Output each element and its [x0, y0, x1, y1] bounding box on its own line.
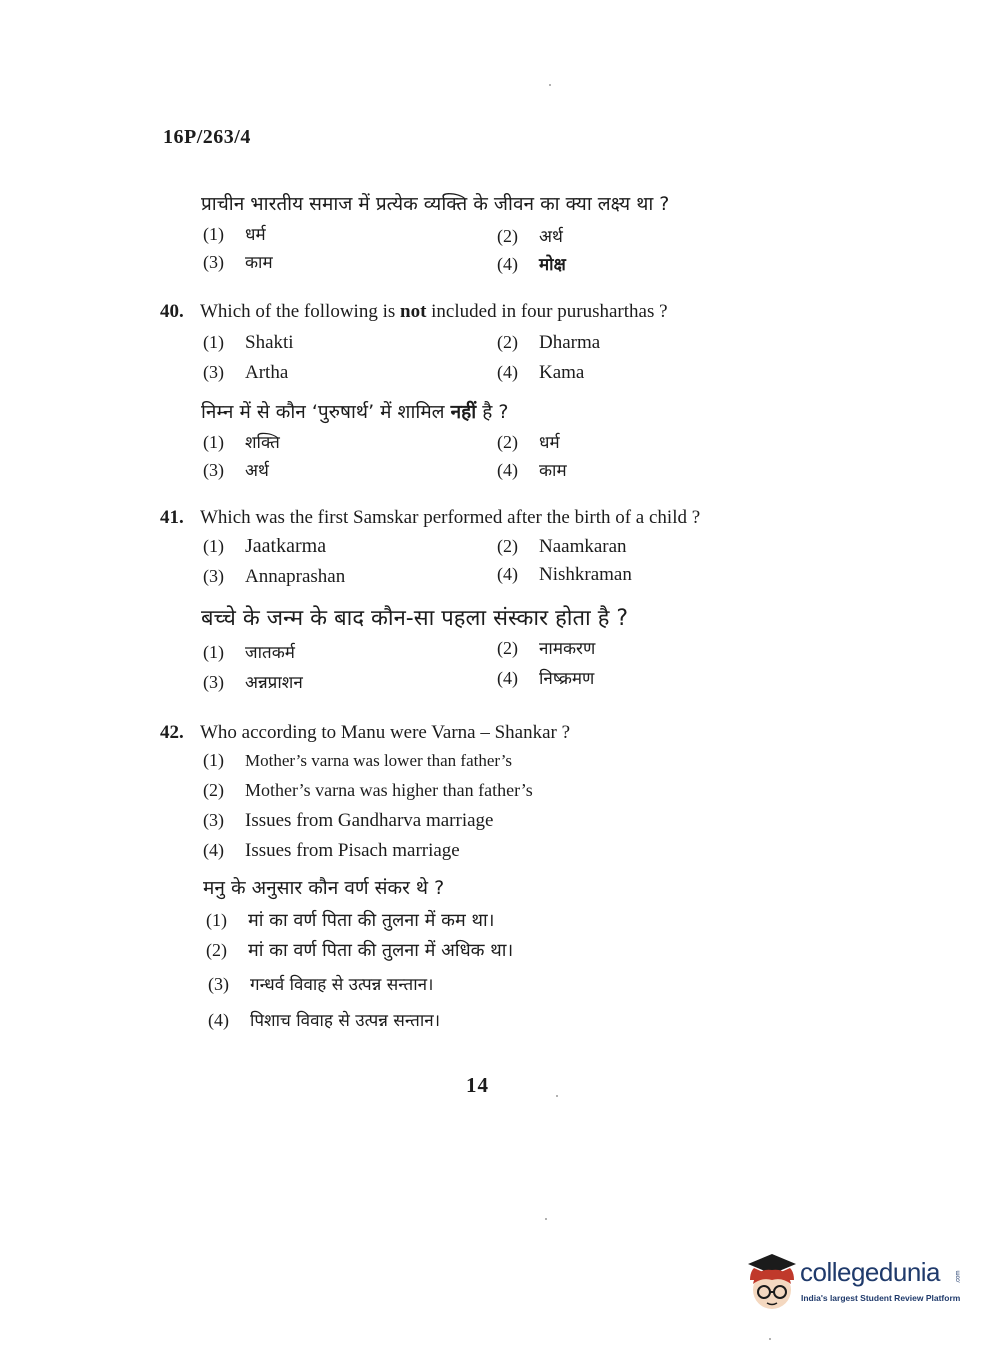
- option-text: Naamkaran: [539, 536, 627, 557]
- option-number: (3): [203, 810, 224, 830]
- q41-option-2: [497, 536, 627, 558]
- q39-hi-option-4: [497, 252, 566, 275]
- q39-hi-option-2: [497, 224, 563, 247]
- q41-hi-option-1: [203, 640, 295, 663]
- option-text: शक्ति: [245, 433, 280, 453]
- page-number: 14: [466, 1073, 489, 1097]
- option-number: (3): [203, 460, 224, 480]
- q40-question: [160, 301, 668, 323]
- q41-hindi-question: बच्चे के जन्म के बाद कौन-सा पहला संस्कार होता है ?: [201, 606, 629, 631]
- option-text: Mother’s varna was higher than father’s: [245, 780, 533, 800]
- brand-name: collegedunia: [800, 1257, 941, 1287]
- q42-option-4: [203, 840, 460, 862]
- q40-hindi-question: [201, 398, 508, 424]
- q41-hi-option-3: [203, 670, 303, 693]
- option-number: (1): [203, 642, 224, 662]
- q42-option-1: [203, 750, 512, 771]
- option-number: (2): [497, 332, 518, 352]
- q40-option-2: [497, 332, 600, 354]
- option-text: मां का वर्ण पिता की तुलना में अधिक था।: [248, 940, 514, 961]
- option-text: Jaatkarma: [245, 535, 327, 557]
- option-text: Kama: [539, 362, 585, 383]
- scan-speck: [769, 1338, 771, 1340]
- q40-text-before: Which of the following is: [200, 301, 400, 322]
- option-number: (3): [203, 362, 224, 382]
- q40-hi-option-4: [497, 458, 567, 481]
- option-number: (2): [206, 940, 227, 960]
- option-text: Annaprashan: [245, 566, 346, 587]
- option-number: (4): [497, 254, 518, 274]
- option-text: धर्म: [539, 433, 560, 453]
- option-text: अर्थ: [245, 461, 269, 481]
- option-text: पिशाच विवाह से उत्पन्न सन्तान।: [250, 1011, 441, 1031]
- option-number: (2): [497, 638, 518, 658]
- option-text: अर्थ: [539, 227, 563, 247]
- option-number: (1): [203, 750, 224, 770]
- mascot-icon: [742, 1250, 798, 1312]
- option-text: Artha: [245, 362, 289, 383]
- option-text: Dharma: [539, 332, 601, 353]
- q41-hi-option-4: [497, 666, 594, 689]
- q41-option-3: [203, 566, 345, 588]
- option-text: धर्म: [245, 225, 266, 245]
- option-text: जातकर्म: [245, 643, 295, 663]
- q42-text: Who according to Manu were Varna – Shankar ?: [200, 722, 571, 743]
- q41-text: Which was the first Samskar performed after the birth of a child ?: [200, 507, 701, 528]
- q42-hindi-question: मनु के अनुसार कौन वर्ण संकर थे ?: [203, 877, 445, 899]
- option-number: (2): [497, 432, 518, 452]
- q40-option-3: [203, 362, 288, 384]
- option-text: काम: [245, 253, 273, 273]
- option-text: मोक्ष: [539, 255, 566, 275]
- q40-hi-option-1: [203, 430, 280, 453]
- paper-code: 16P/263/4: [163, 126, 251, 148]
- q42-option-2: [203, 780, 533, 801]
- option-text: मां का वर्ण पिता की तुलना में कम था।: [248, 910, 495, 931]
- option-number: (2): [203, 780, 224, 800]
- question-number: 41.: [160, 507, 184, 528]
- option-number: (3): [203, 252, 224, 272]
- q40-text-bold: not: [400, 301, 427, 322]
- option-number: (1): [203, 432, 224, 452]
- option-number: (1): [203, 224, 224, 244]
- collegedunia-watermark: [742, 1250, 972, 1318]
- option-number: (2): [497, 536, 518, 556]
- q40-hi-option-3: [203, 458, 269, 481]
- q42-hi-option-4: [208, 1008, 440, 1031]
- q40-hi-text-before: निम्न में से कौन ‘पुरुषार्थ’ में शामिल: [201, 401, 451, 423]
- option-number: (1): [203, 536, 224, 556]
- scan-speck: [556, 1095, 558, 1097]
- q42-hi-option-1: [206, 908, 494, 932]
- option-number: (3): [203, 672, 224, 692]
- option-text: नामकरण: [539, 639, 596, 659]
- question-number: 42.: [160, 722, 184, 743]
- brand-tagline: India's largest Student Review Platform: [801, 1293, 961, 1303]
- option-text: Mother’s varna was lower than father’s: [245, 751, 513, 770]
- option-number: (1): [206, 910, 227, 930]
- q42-question: [160, 722, 570, 744]
- q39-hindi-text: प्राचीन भारतीय समाज में प्रत्येक व्यक्ति के जीवन का क्या लक्ष्य था ?: [201, 193, 670, 215]
- q42-hi-option-2: [206, 938, 513, 962]
- question-number: 40.: [160, 301, 184, 322]
- option-text: Issues from Gandharva marriage: [245, 810, 494, 831]
- scan-speck: [545, 1218, 547, 1220]
- q40-hi-text-after: है ?: [476, 401, 509, 423]
- q41-option-1: [203, 535, 326, 558]
- q40-text-after: included in four purusharthas ?: [426, 301, 668, 322]
- option-number: (4): [497, 668, 518, 688]
- option-number: (4): [497, 362, 518, 382]
- option-number: (4): [203, 840, 224, 860]
- q41-question: [160, 507, 700, 529]
- option-text: निष्क्रमण: [539, 669, 595, 689]
- q41-option-4: [497, 564, 632, 586]
- option-text: Nishkraman: [539, 564, 632, 585]
- q39-hi-option-1: [203, 222, 266, 245]
- q42-option-3: [203, 810, 493, 832]
- q40-hi-option-2: [497, 430, 560, 453]
- q42-hi-option-3: [208, 972, 433, 995]
- option-text: Issues from Pisach marriage: [245, 840, 460, 861]
- option-number: (4): [208, 1010, 229, 1030]
- option-text: Shakti: [245, 332, 294, 353]
- q40-option-4: [497, 362, 584, 384]
- option-number: (3): [203, 566, 224, 586]
- option-text: गन्धर्व विवाह से उत्पन्न सन्तान।: [250, 975, 434, 995]
- option-number: (3): [208, 974, 229, 994]
- q40-hi-text-bold: नहीं: [450, 401, 477, 423]
- q40-option-1: [203, 332, 294, 354]
- q41-hi-option-2: [497, 636, 595, 659]
- option-number: (2): [497, 226, 518, 246]
- option-number: (4): [497, 460, 518, 480]
- option-text: अन्नप्राशन: [245, 673, 303, 693]
- brand-suffix: .com: [955, 1270, 962, 1284]
- scan-speck: [549, 84, 551, 86]
- option-text: काम: [539, 461, 567, 481]
- option-number: (1): [203, 332, 224, 352]
- option-number: (4): [497, 564, 518, 584]
- q39-hi-option-3: [203, 250, 273, 273]
